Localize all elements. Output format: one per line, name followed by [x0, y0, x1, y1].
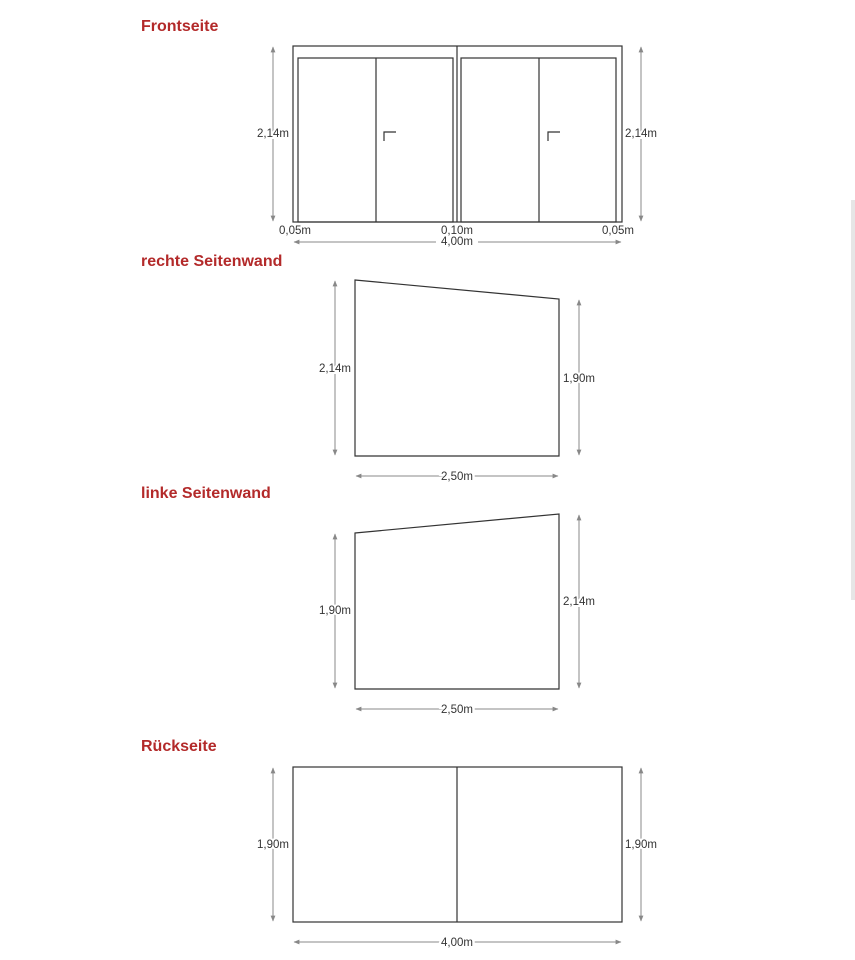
- back-title: Rückseite: [141, 738, 217, 755]
- front-elevation: [257, 46, 657, 248]
- left-wall-title: linke Seitenwand: [141, 485, 271, 502]
- back-elevation: [257, 767, 657, 949]
- back-width-label: 4,00m: [441, 937, 473, 949]
- right-wall-elevation: [319, 280, 595, 483]
- front-height-right-label: 2,14m: [625, 128, 657, 140]
- handle-right-icon: [548, 132, 560, 141]
- front-edge-right-label: 0,05m: [602, 225, 634, 237]
- right-wall-height-right-label: 1,90m: [563, 373, 595, 385]
- left-wall-outline: [355, 514, 559, 689]
- right-wall-outline: [355, 280, 559, 456]
- left-wall-width-label: 2,50m: [441, 704, 473, 716]
- front-title: Frontseite: [141, 18, 219, 35]
- handle-left-icon: [384, 132, 396, 141]
- left-wall-elevation: [319, 514, 595, 716]
- front-width-label: 4,00m: [441, 236, 473, 248]
- left-wall-height-left-label: 1,90m: [319, 605, 351, 617]
- right-wall-title: rechte Seitenwand: [141, 253, 283, 270]
- back-height-right-label: 1,90m: [625, 839, 657, 851]
- front-edge-left-label: 0,05m: [279, 225, 311, 237]
- back-height-left-label: 1,90m: [257, 839, 289, 851]
- front-gap-label: 0,10m: [441, 225, 473, 237]
- front-height-left-label: 2,14m: [257, 128, 289, 140]
- right-wall-width-label: 2,50m: [441, 471, 473, 483]
- left-wall-height-right-label: 2,14m: [563, 596, 595, 608]
- right-wall-height-left-label: 2,14m: [319, 363, 351, 375]
